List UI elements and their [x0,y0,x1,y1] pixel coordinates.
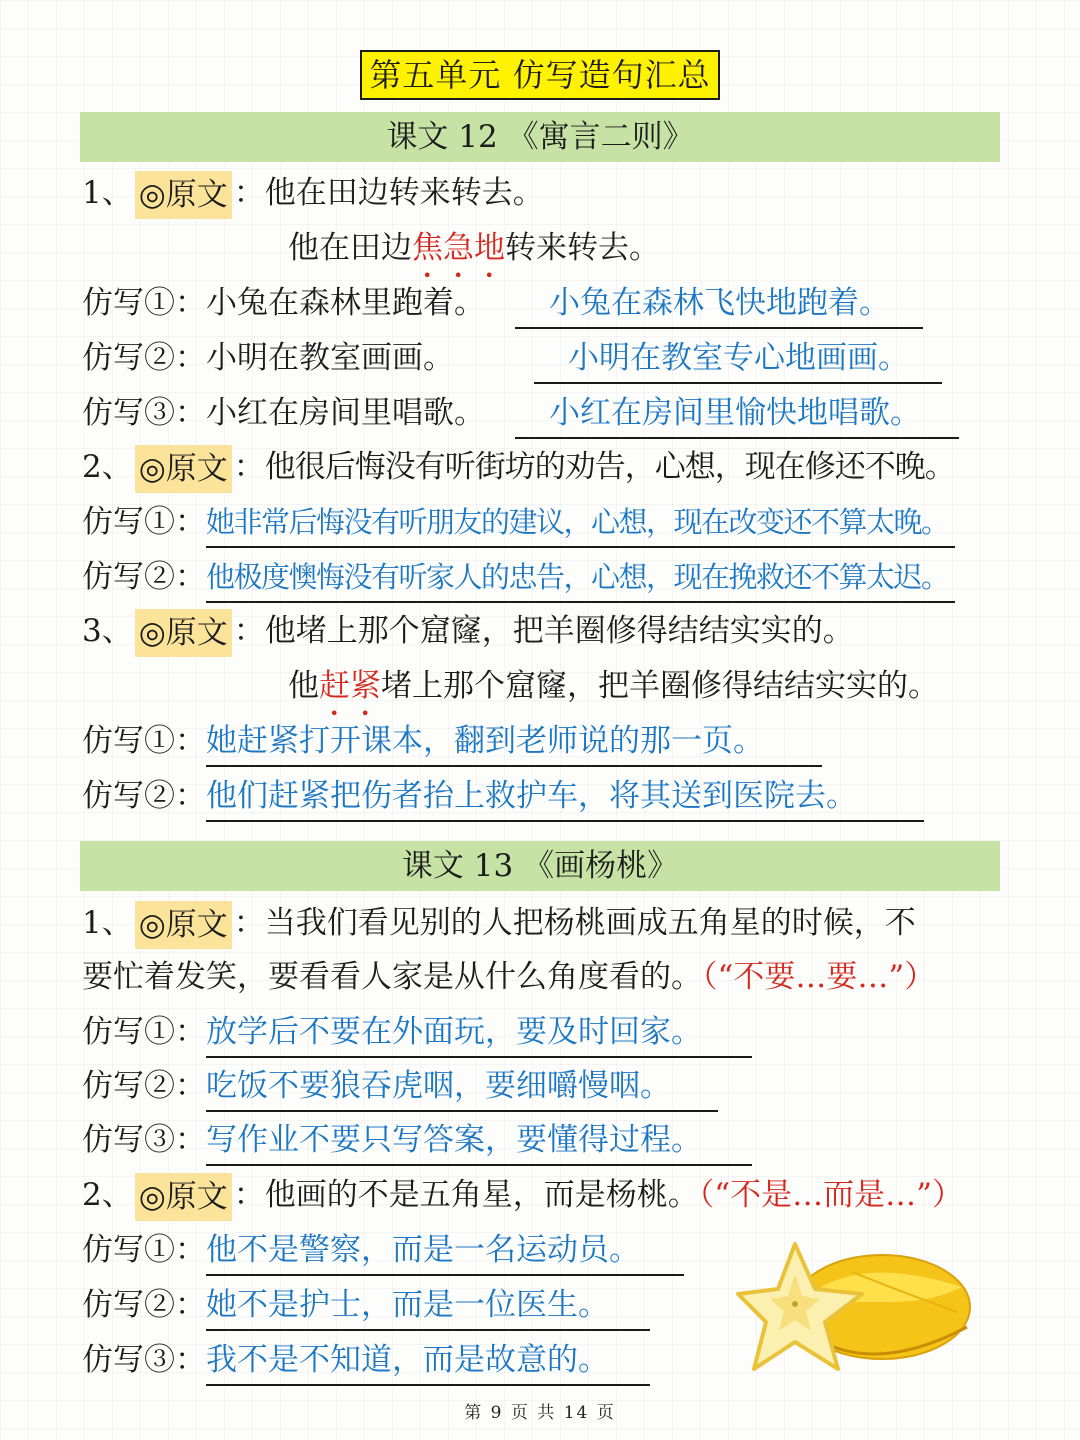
l12-item1-row3: 仿写③：小红在房间里唱歌。 小红在房间里愉快地唱歌。 [82,386,959,440]
starfruit-illustration [732,1232,982,1382]
original-tag: ◎原文 [135,609,232,657]
answer: 小兔在森林飞快地跑着。 [515,279,923,329]
answer: 她赶紧打开课本，翻到老师说的那一页。 [206,717,822,767]
answer: 他极度懊悔没有听家人的忠告，心想，现在挽救还不算太迟。 [206,553,955,603]
original-tag: ◎原文 [135,445,232,493]
l12-item3-row1: 仿写①：她赶紧打开课本，翻到老师说的那一页。 [82,714,822,768]
lesson-12-heading: 课文 12 《寓言二则》 [80,112,1000,162]
emphasis-word: 赶紧 [319,668,381,704]
answer: 吃饭不要狼吞虎咽，要细嚼慢咽。 [206,1062,718,1112]
answer: 他们赶紧把伤者抬上救护车，将其送到医院去。 [206,772,924,822]
l13-item1-row2: 仿写②：吃饭不要狼吞虎咽，要细嚼慢咽。 [82,1059,718,1113]
l12-item1-expanded: 他在田边焦急地转来转去。 [288,230,660,266]
answer: 小红在房间里愉快地唱歌。 [515,389,959,439]
original-tag: ◎原文 [135,171,232,219]
l13-item1-original-cont: 要忙着发笑，要看看人家是从什么角度看的。（“不要…要…”） [82,959,936,995]
answer: 她非常后悔没有听朋友的建议，心想，现在改变还不算太晚。 [206,498,955,548]
l13-item2-row2: 仿写②：她不是护士，而是一位医生。 [82,1278,650,1332]
answer: 放学后不要在外面玩，要及时回家。 [206,1008,752,1058]
pattern-hint: （“不是…而是…”） [698,1177,963,1213]
answer: 小明在教室专心地画画。 [534,334,942,384]
l13-item2-original: 2、 ◎原文 ：他画的不是五角星，而是杨桃。（“不是…而是…”） [82,1168,963,1222]
lesson-13-heading: 课文 13 《画杨桃》 [80,841,1000,891]
l12-item1-row2: 仿写②：小明在教室画画。 小明在教室专心地画画。 [82,331,942,385]
l12-item2-original: 2、 ◎原文 ：他很后悔没有听街坊的劝告，心想，现在修还不晚。 [82,440,955,494]
answer: 写作业不要只写答案，要懂得过程。 [206,1116,752,1166]
l12-item1-original: 1、 ◎原文 ：他在田边转来转去。 [82,166,544,220]
answer: 他不是警察，而是一名运动员。 [206,1226,684,1276]
l12-item1-row1: 仿写①：小兔在森林里跑着。 小兔在森林飞快地跑着。 [82,276,923,330]
l12-item3-expanded: 他赶紧堵上那个窟窿，把羊圈修得结结实实的。 [288,668,939,704]
l12-item3-row2: 仿写②：他们赶紧把伤者抬上救护车，将其送到医院去。 [82,769,924,823]
emphasis-word: 焦急地 [412,230,505,266]
answer: 我不是不知道，而是故意的。 [206,1336,650,1386]
original-tag: ◎原文 [135,901,232,949]
page-number: 第 9 页 共 14 页 [464,1403,616,1423]
page-title: 第五单元 仿写造句汇总 [360,50,720,100]
pattern-hint: （“不要…要…”） [702,959,936,995]
l13-item1-row3: 仿写③：写作业不要只写答案，要懂得过程。 [82,1113,752,1167]
l12-item2-row1: 仿写①：她非常后悔没有听朋友的建议，心想，现在改变还不算太晚。 [82,495,955,549]
original-tag: ◎原文 [135,1173,232,1221]
l13-item1-original: 1、 ◎原文 ：当我们看见别的人把杨桃画成五角星的时候，不 [82,896,916,950]
l13-item2-row1: 仿写①：他不是警察，而是一名运动员。 [82,1223,684,1277]
answer: 她不是护士，而是一位医生。 [206,1281,650,1331]
l12-item3-original: 3、 ◎原文 ：他堵上那个窟窿，把羊圈修得结结实实的。 [82,604,854,658]
l12-item2-row2: 仿写②：他极度懊悔没有听家人的忠告，心想，现在挽救还不算太迟。 [82,550,955,604]
l13-item2-row3: 仿写③：我不是不知道，而是故意的。 [82,1333,650,1387]
l13-item1-row1: 仿写①：放学后不要在外面玩，要及时回家。 [82,1005,752,1059]
